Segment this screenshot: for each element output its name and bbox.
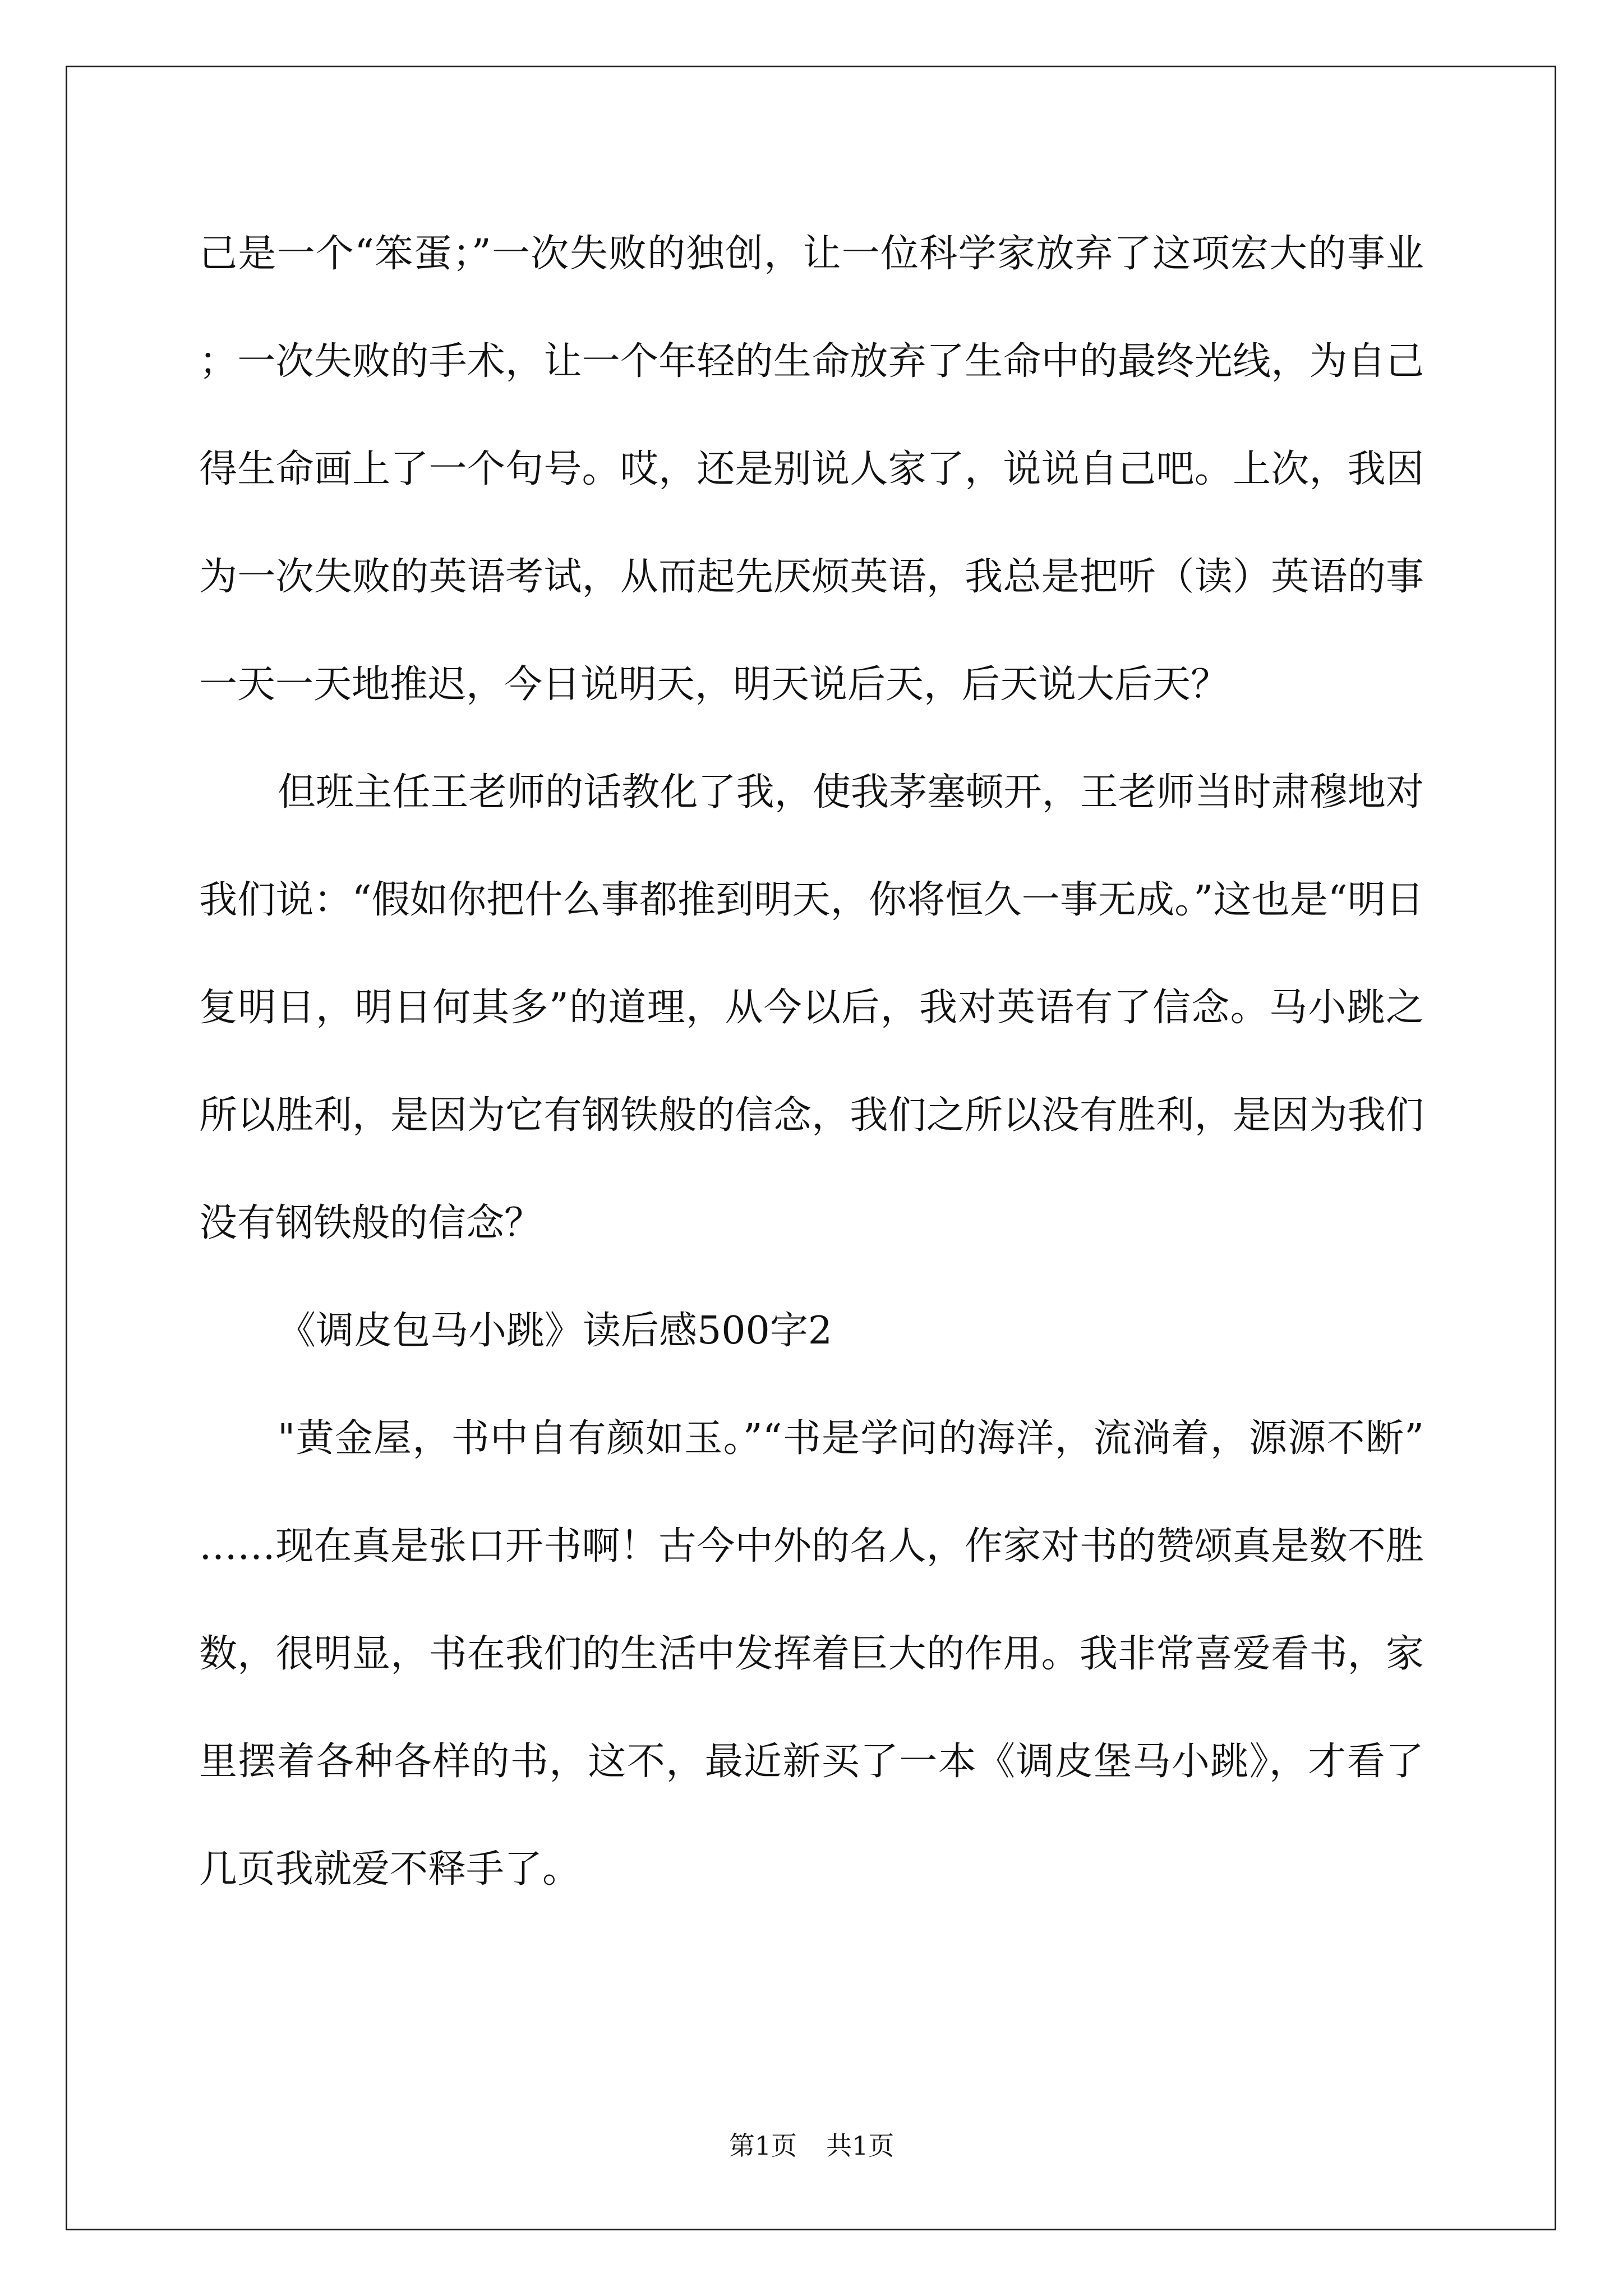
paragraph-2: 但班主任王老师的话教化了我，使我茅塞顿开，王老师当时肃穆地对我们说：“假如你把什么事都推到明天，你将恒久一事无成。”这也是“明日复明日，明日何其多”的道理，从今以后，我对英语有了信念。马小跳之所以胜利，是因为它有钢铁般的信念，我们之所以没有胜利，是因为我们没有钢铁般的信念？ [199,770,1424,1245]
document-body [199,200,1424,1924]
paragraph-1: 己是一个“笨蛋；”一次失败的独创，让一位科学家放弃了这项宏大的事业；一次失败的手术，让一个年轻的生命放弃了生命中的最终光线，为自己得生命画上了一个句号。哎，还是别说人家了，说说自己吧。上次，我因为一次失败的英语考试，从而起先厌烦英语，我总是把听（读）英语的事一天一天地推迟，今日说明天，明天说后天，后天说大后天？ [199,232,1424,707]
page-number: 第1页 [728,2131,797,2161]
paragraph-3: "黄金屋，书中自有颜如玉。”“书是学问的海洋，流淌着，源源不断”……现在真是张口开书啊！古今中外的名人，作家对书的赞颂真是数不胜数，很明显，书在我们的生活中发挥着巨大的作用。我非常喜爱看书，家里摆着各种各样的书，这不，最近新买了一本《调皮堡马小跳》，才看了几页我就爱不释手了。 [199,1416,1424,1892]
section-heading: 《调皮包马小跳》读后感500字2 [278,1309,833,1353]
page-footer [0,2125,1623,2162]
page-count: 共1页 [826,2131,895,2161]
